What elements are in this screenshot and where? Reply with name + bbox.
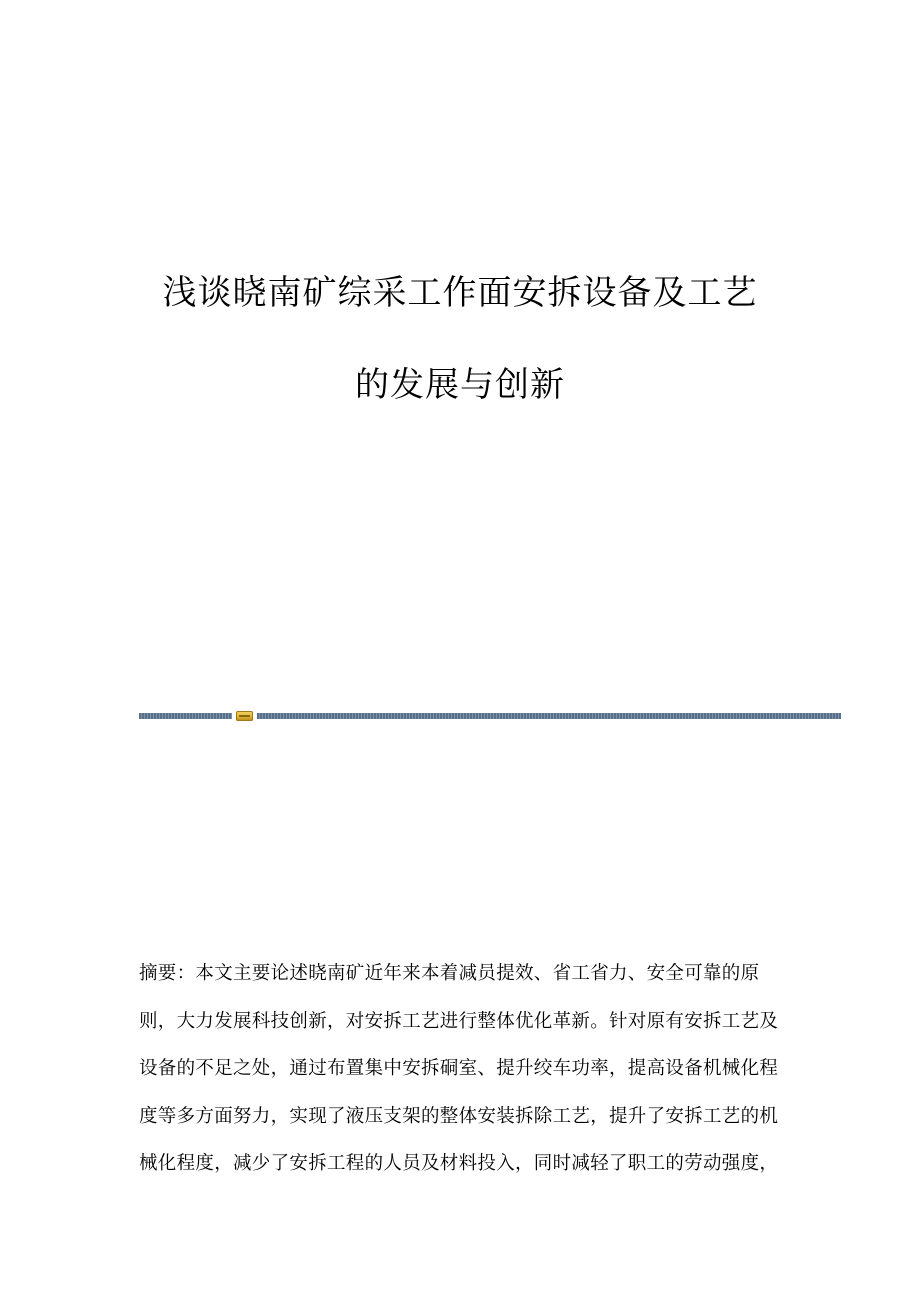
abstract-line: 摘要：本文主要论述晓南矿近年来本着减员提效、省工省力、安全可靠的原	[139, 963, 760, 984]
divider-bar-left	[139, 713, 232, 719]
abstract-line: 则，大力发展科技创新，对安拆工艺进行整体优化革新。针对原有安拆工艺及	[139, 1010, 779, 1032]
document-title-line-1: 浅谈晓南矿综采工作面安拆设备及工艺	[162, 273, 758, 313]
abstract-line: 度等多方面努力，实现了液压支架的整体安装拆除工艺，提升了安拆工艺的机	[139, 1105, 779, 1127]
document-title-line-2: 的发展与创新	[355, 365, 565, 405]
abstract-paragraph	[139, 950, 779, 1188]
abstract-line: 械化程度，减少了安拆工程的人员及材料投入，同时减轻了职工的劳动强度，	[139, 1153, 779, 1174]
divider-bar-right	[257, 713, 841, 719]
section-divider	[139, 711, 841, 721]
divider-ornament-icon	[236, 711, 253, 721]
abstract-line: 设备的不足之处，通过布置集中安拆硐室、提升绞车功率，提高设备机械化程	[139, 1058, 779, 1079]
